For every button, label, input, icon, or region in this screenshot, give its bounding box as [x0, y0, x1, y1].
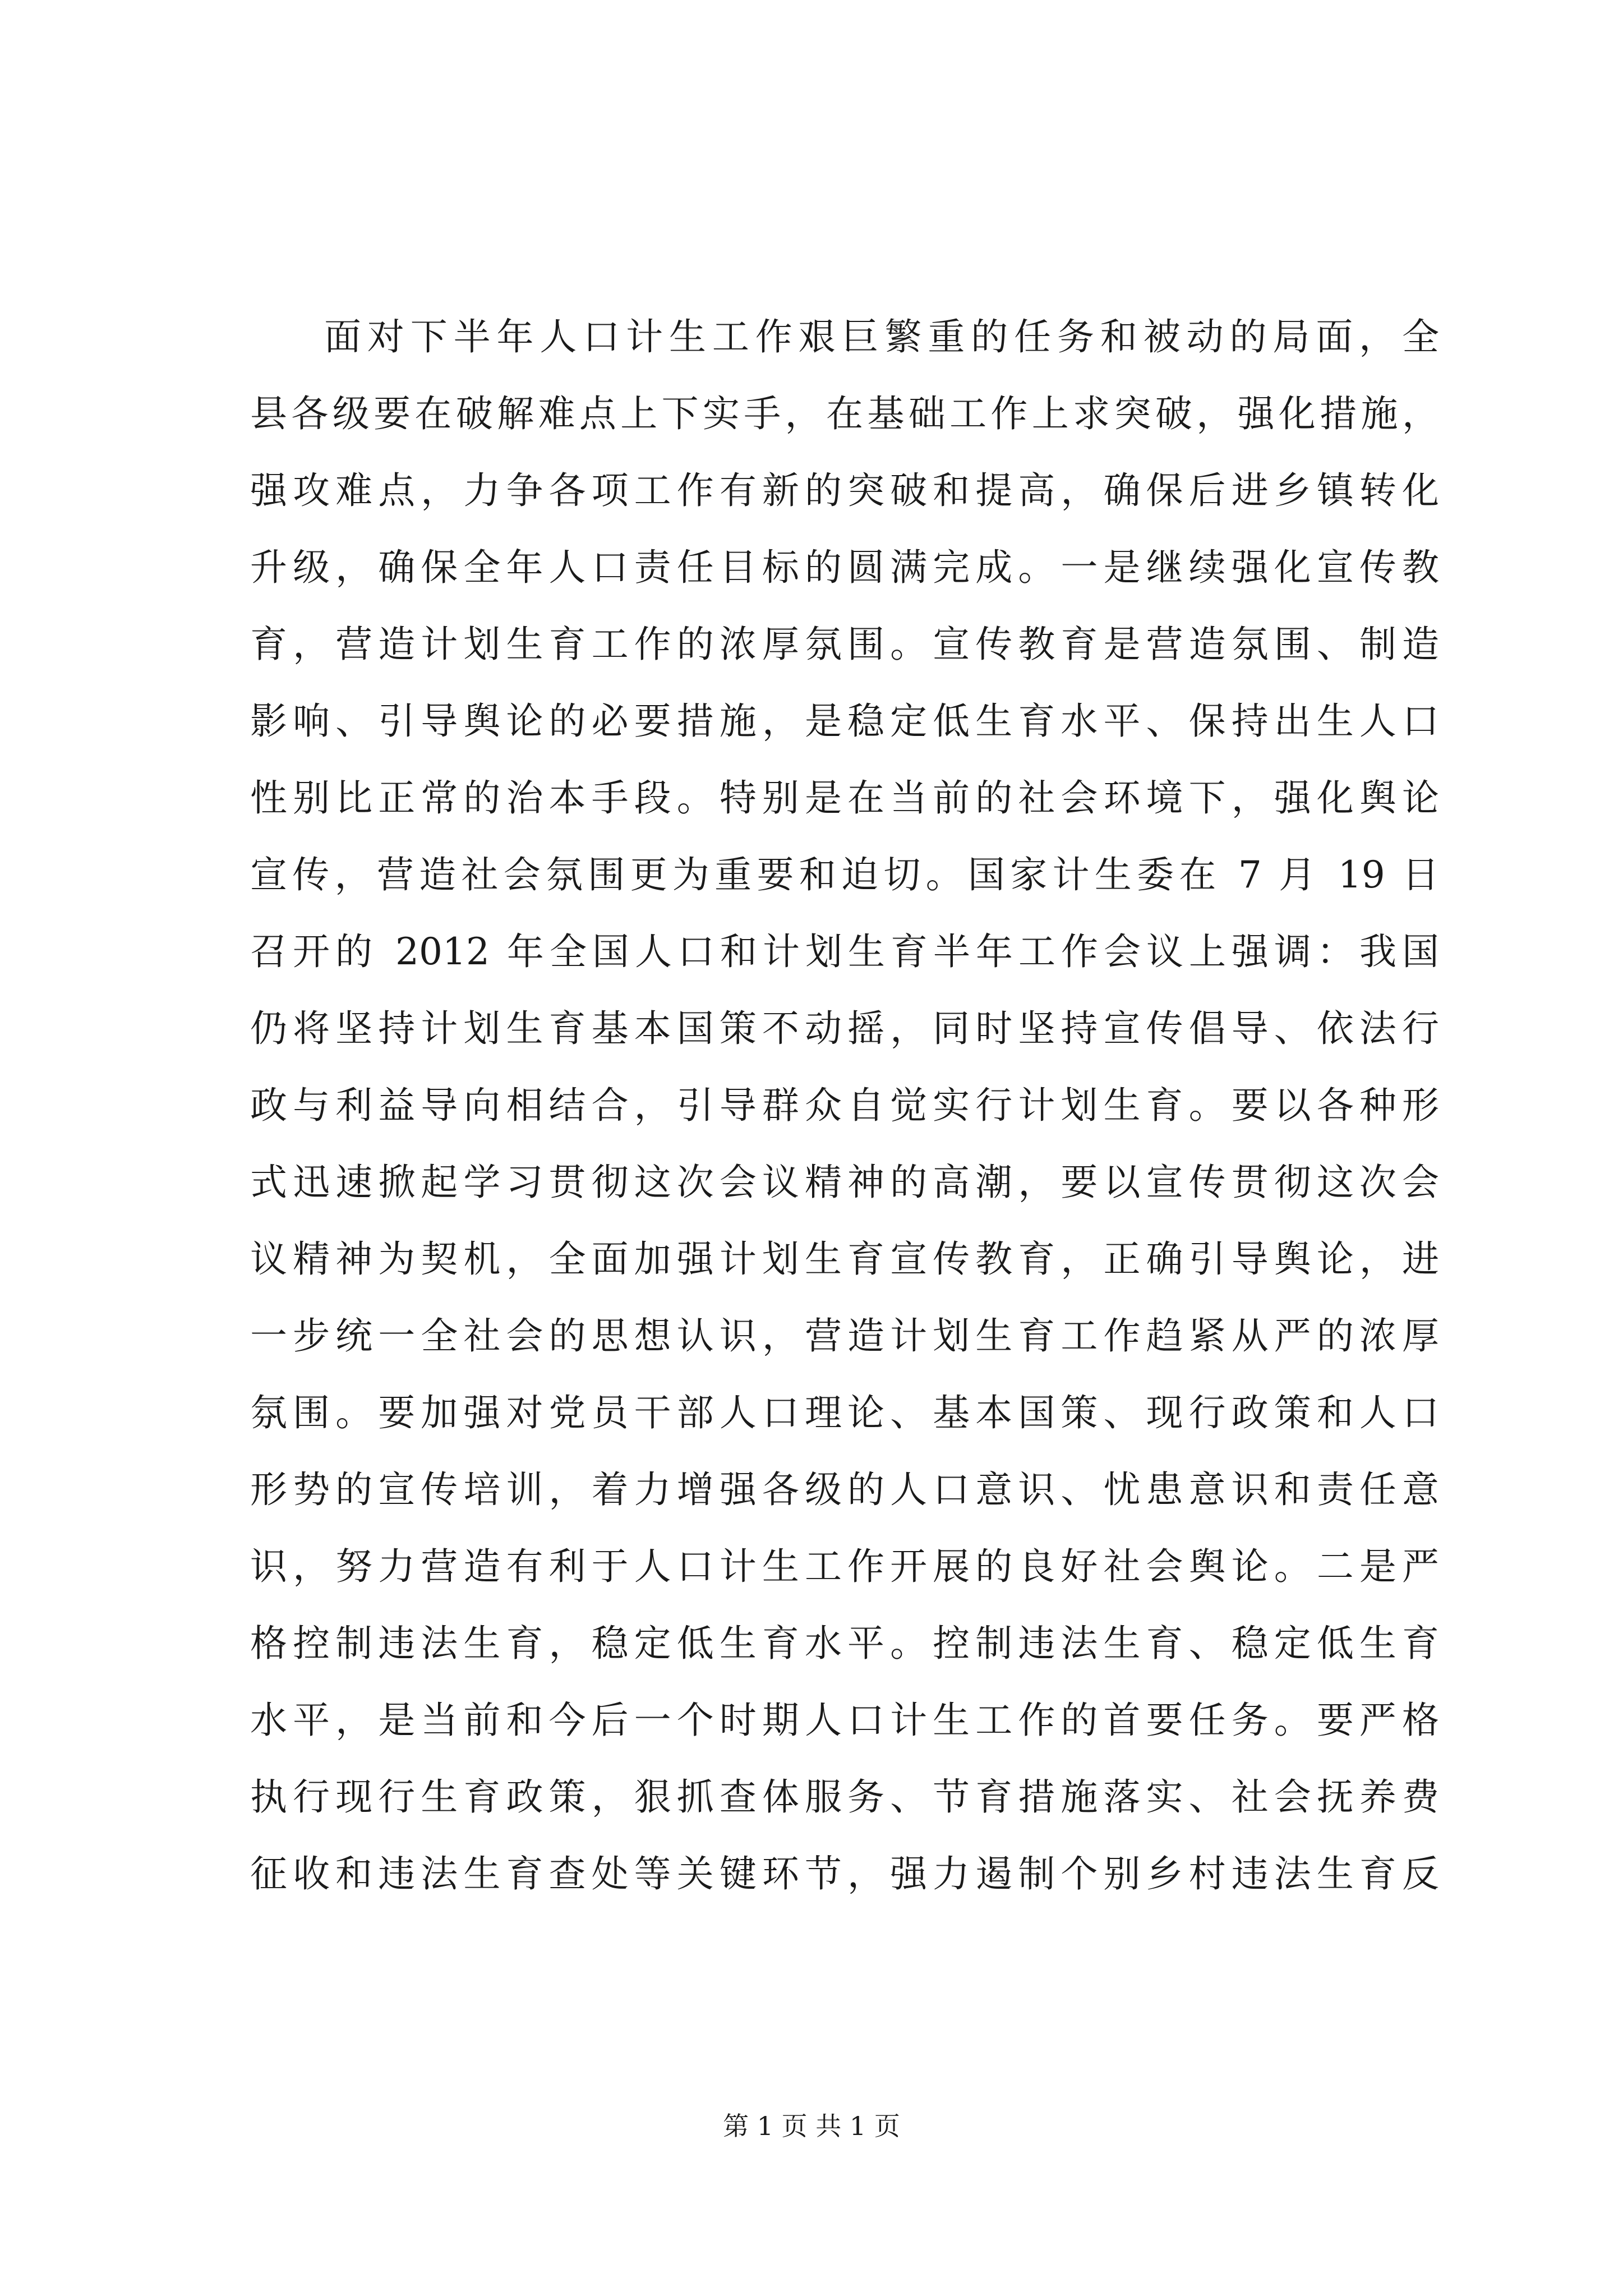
paragraph-line: 强攻难点，力争各项工作有新的突破和提高，确保后进乡镇转化 — [250, 469, 1439, 512]
paragraph-line: 育，营造计划生育工作的浓厚氛围。宣传教育是营造氛围、制造 — [250, 623, 1439, 666]
paragraph-line: 形势的宣传培训，着力增强各级的人口意识、忧患意识和责任意 — [250, 1468, 1439, 1511]
paragraph-line: 仍将坚持计划生育基本国策不动摇，同时坚持宣传倡导、依法行 — [250, 1007, 1439, 1050]
paragraph-line: 县各级要在破解难点上下实手，在基础工作上求突破，强化措施， — [250, 392, 1439, 435]
paragraph-line: 性别比正常的治本手段。特别是在当前的社会环境下，强化舆论 — [250, 776, 1439, 820]
paragraph-line: 升级，确保全年人口责任目标的圆满完成。一是继续强化宣传教 — [250, 546, 1439, 589]
body-paragraph — [250, 298, 1439, 1912]
paragraph-line: 议精神为契机，全面加强计划生育宣传教育，正确引导舆论，进 — [250, 1237, 1439, 1281]
paragraph-line: 格控制违法生育，稳定低生育水平。控制违法生育、稳定低生育 — [250, 1622, 1439, 1665]
paragraph-line: 氛围。要加强对党员干部人口理论、基本国策、现行政策和人口 — [250, 1391, 1439, 1434]
paragraph-line: 征收和违法生育查处等关键环节，强力遏制个别乡村违法生育反 — [250, 1852, 1439, 1895]
paragraph-line: 影响、引导舆论的必要措施，是稳定低生育水平、保持出生人口 — [250, 700, 1439, 743]
paragraph-line: 面对下半年人口计生工作艰巨繁重的任务和被动的局面，全 — [324, 315, 1439, 358]
paragraph-line: 水平，是当前和今后一个时期人口计生工作的首要任务。要严格 — [250, 1699, 1439, 1742]
paragraph-line: 识，努力营造有利于人口计生工作开展的良好社会舆论。二是严 — [250, 1545, 1439, 1588]
paragraph-line: 执行现行生育政策，狠抓查体服务、节育措施落实、社会抚养费 — [250, 1775, 1439, 1819]
page-footer: 第 1 页 共 1 页 — [723, 2111, 900, 2141]
paragraph-line: 一步统一全社会的思想认识，营造计划生育工作趋紧从严的浓厚 — [250, 1314, 1439, 1358]
paragraph-line: 政与利益导向相结合，引导群众自觉实行计划生育。要以各种形 — [250, 1084, 1439, 1127]
paragraph-line: 式迅速掀起学习贯彻这次会议精神的高潮，要以宣传贯彻这次会 — [250, 1161, 1439, 1204]
paragraph-line: 宣传，营造社会氛围更为重要和迫切。国家计生委在 7 月 19 日 — [250, 853, 1439, 896]
paragraph-line: 召开的 2012 年全国人口和计划生育半年工作会议上强调：我国 — [250, 930, 1439, 973]
